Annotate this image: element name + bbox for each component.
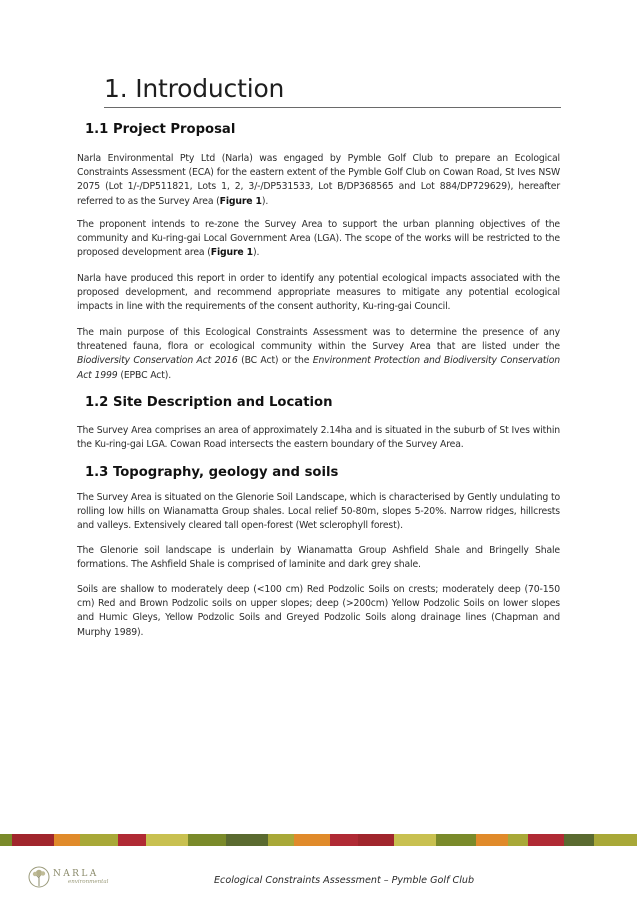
- stripe-segment: [358, 834, 394, 846]
- paragraph-text: The proponent intends to re-zone the Survey Area to support the urban planning objectives of the community and Ku-ring-gai Local Government Area (LGA). The scope of the works will be restricted to the proposed development area (Figure 1).: [77, 219, 560, 259]
- chapter-title: 1. Introduction: [104, 74, 285, 103]
- stripe-segment: [118, 834, 146, 846]
- paragraph-text: The Glenorie soil landscape is underlain by Wianamatta Group Ashfield Shale and Bringelly Shale formations. The Ashfield Shale is comprised of laminite and dark grey shale.: [77, 545, 560, 571]
- paragraph-text: Soils are shallow to moderately deep (<100 cm) Red Podzolic Soils on crests; moderately deep (70-150 cm) Red and Brown Podzolic soils on upper slopes; deep (>200cm) Yellow Podzolic Soils on lower slopes and Humic Gleys, Yellow Podzolic Soils and Greyed Podzolic Soils along drainage lines (Chapman and Murphy 1989).: [77, 584, 560, 638]
- paragraph-text: The main purpose of this Ecological Constraints Assessment was to determine the presence of any threatened fauna, flora or ecological community within the Survey Area that are listed under the Biodiversity Conservation Act 2016 (BC Act) or the Environment Protection and Biodiversity Conservation Act 1999 (EPBC Act).: [77, 327, 560, 381]
- narla-logo: [28, 866, 118, 890]
- footer-color-stripe: [0, 834, 637, 846]
- stripe-segment: [330, 834, 358, 846]
- logo-wordmark: NARLA: [53, 869, 99, 879]
- section-heading-topography: 1.3 Topography, geology and soils: [85, 465, 339, 480]
- paragraph-topography-3: [77, 583, 560, 640]
- paragraph-text: The Survey Area is situated on the Glenorie Soil Landscape, which is characterised by Gently undulating to rolling low hills on Wianamatta Group shales. Local relief 50-80m, slopes 5-20%. Narrow ridges, hillcrests and valleys. Extensively cleared tall open-forest (Wet sclerophyll forest).: [77, 492, 560, 532]
- paragraph-topography-1: [77, 491, 560, 534]
- paragraph-text: Narla Environmental Pty Ltd (Narla) was engaged by Pymble Golf Club to prepare an Ecological Constraints Assessment (ECA) for the eastern extent of the Pymble Golf Club on Cowan Road, St Ives NSW 2075 (Lot 1/-/DP511821, Lots 1, 2, 3/-/DP531533, Lot B/DP368565 and Lot 884/DP729629), hereafter referred to as the Survey Area (Figure 1).: [77, 153, 560, 207]
- paragraph-project-proposal-2: [77, 218, 560, 261]
- stripe-segment: [594, 834, 637, 846]
- logo-subtitle: environmental: [68, 879, 109, 885]
- stripe-segment: [226, 834, 268, 846]
- paragraph-site-description-1: [77, 424, 560, 452]
- paragraph-text: The Survey Area comprises an area of approximately 2.14ha and is situated in the suburb of St Ives within the Ku-ring-gai LGA. Cowan Road intersects the eastern boundary of the Survey Area.: [77, 425, 560, 451]
- stripe-segment: [12, 834, 54, 846]
- stripe-segment: [146, 834, 188, 846]
- stripe-segment: [0, 834, 12, 846]
- stripe-segment: [436, 834, 476, 846]
- footer-document-title: Ecological Constraints Assessment – Pymble Golf Club: [214, 875, 475, 886]
- section-heading-project-proposal: 1.1 Project Proposal: [85, 122, 236, 137]
- stripe-segment: [476, 834, 508, 846]
- stripe-segment: [294, 834, 330, 846]
- section-heading-site-description: 1.2 Site Description and Location: [85, 395, 333, 410]
- paragraph-project-proposal-3: [77, 272, 560, 315]
- chapter-divider: [104, 107, 561, 108]
- stripe-segment: [394, 834, 436, 846]
- paragraph-text: Narla have produced this report in order to identify any potential ecological impacts associated with the proposed development, and recommend appropriate measures to mitigate any potential ecological impacts in line with the requirements of the consent authority, Ku-ring-gai Council.: [77, 273, 560, 313]
- stripe-segment: [80, 834, 118, 846]
- stripe-segment: [564, 834, 594, 846]
- stripe-segment: [268, 834, 294, 846]
- stripe-segment: [54, 834, 80, 846]
- stripe-segment: [508, 834, 528, 846]
- stripe-segment: [528, 834, 564, 846]
- paragraph-project-proposal-1: [77, 152, 560, 209]
- tree-icon: [28, 866, 50, 888]
- stripe-segment: [188, 834, 226, 846]
- paragraph-project-proposal-4: [77, 326, 560, 383]
- paragraph-topography-2: [77, 544, 560, 572]
